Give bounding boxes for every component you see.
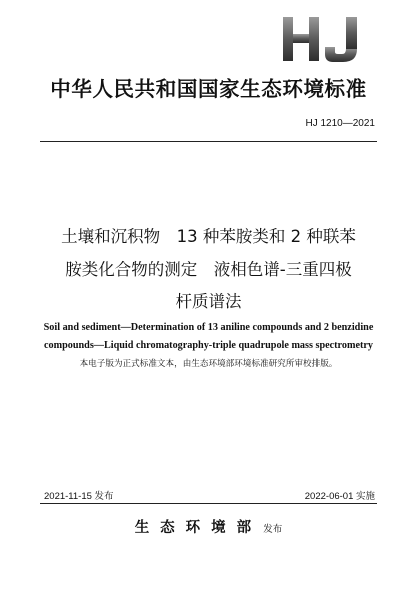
title-en-line-1: Soil and sediment—Determination of 13 aniline compounds and 2 benzidine [43, 322, 374, 333]
title-zh-line-1: 土壤和沉积物 13 种苯胺类和 2 种联苯 [61, 227, 356, 246]
standard-number: HJ 1210—2021 [305, 118, 375, 129]
edition-note: 本电子版为正式标准文本，由生态环境部环境标准研究所审校排版。 [79, 359, 338, 369]
issuer-suffix: 发布 [263, 524, 283, 535]
title-zh-line-2: 胺类化合物的测定 液相色谱-三重四极 [65, 260, 352, 279]
implementation-date: 2022-06-01 实施 [304, 491, 375, 502]
issuer-name: 生态环境部 [134, 519, 263, 536]
issue-date: 2021-11-15 发布 [44, 491, 114, 502]
hj-logo-graphic [279, 14, 365, 64]
title-zh-line-3: 杆质谱法 [175, 292, 242, 311]
issuer-line [0, 516, 417, 537]
footer-divider [40, 503, 377, 504]
title-en-line-2: compounds—Liquid chromatography-triple quadrupole mass spectrometry [43, 340, 374, 351]
header-divider [40, 141, 377, 142]
standard-category: 中华人民共和国国家生态环境标准 [50, 77, 367, 101]
hj-logo [279, 14, 365, 64]
